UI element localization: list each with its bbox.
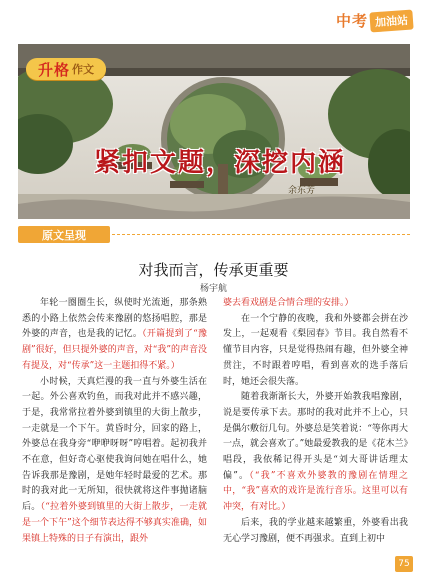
article-paragraph [22, 296, 207, 375]
article-author: 杨宇航 [199, 284, 227, 294]
brand-sub-badge: 加油站 [369, 9, 413, 32]
column-tag-sub: 作文 [72, 63, 95, 76]
article-text: 年轮一圈圈生长，纵使时光流逝，那条熟悉的小路上依然会传来豫剧的悠扬唱腔，那是外婆的声音，也是我的记忆。 [22, 298, 207, 340]
article-paragraph [223, 312, 408, 391]
article-paragraph [22, 375, 207, 548]
article-text: 在一个宁静的夜晚，我和外婆都会拼在沙发上，一起观看《梨园春》节目。我自然看不懂节目内容，只是觉得热闹有趣，但外婆全神贯注，不时跟着哼唱，看到喜欢的选手落后时，她还会很失落。 [223, 313, 408, 387]
article-text: 随着我渐渐长大，外婆开始教我唱豫剧，说是要传承下去。那时的我对此并不上心，只是偶尔敷衍几句。外婆总是笑着说：“等你再大一点，就会喜欢了。”她最爱教我的是《花木兰》唱段，我依稀记得开头是“刘大哥讲话理太偏”。 [223, 392, 408, 481]
article-title: 对我而言，传承更重要 [138, 261, 289, 279]
editor-comment: （“拉着外婆到镇里的大街上散步，一走就是一个下午”这个细节表达得不够真实准确，如果镇上特殊的日子有演出，跟外 [22, 502, 207, 544]
article-column-left [22, 296, 207, 547]
column-tag [26, 58, 106, 80]
column-tag-main: 升格 [38, 60, 71, 79]
article-paragraph [223, 296, 408, 312]
banner-title: 紧扣文题，深挖内涵 [94, 148, 347, 178]
article-column-right [223, 296, 408, 547]
section-label-text: 原文呈现 [42, 228, 86, 242]
article-paragraph [223, 516, 408, 547]
editor-comment: （开篇提到了“豫剧”很好，但只提外婆的声音，对“我”的声音没有提及，对“传承”这一主题扣得不紧。） [22, 329, 207, 371]
article-text: 后来，我的学业越来越繁重，外婆看出我无心学习豫剧，便不再强求。直到上初中 [223, 517, 408, 544]
brand-main-text: 中考 [335, 12, 368, 30]
article-text: 小时候，天真烂漫的我一直与外婆生活在一起。外公喜欢钓鱼，而我对此并不感兴趣，于是，我常常拉着外婆到镇里的大街上散步，一走就是一个下午。黄昏时分，回家的路上，外婆总在我身旁“咿咿呀呀”哼唱着。起初我并不在意，但好奇心驱使我询问她在唱什么，她告诉我那是豫剧，是她年轻时最爱的艺术。那时的我对此一无所知，很快就将这件事抛诸脑后。 [22, 376, 207, 513]
editor-comment: （“我”不喜欢外婆教的豫剧在情理之中，“我”喜欢的戏许是流行音乐。这里可以有冲突，有对比。） [223, 470, 408, 513]
page-number: 75 [395, 556, 413, 572]
magazine-brand [336, 10, 413, 31]
editor-comment: 婆去看戏剧是合情合理的安排。） [223, 298, 354, 308]
banner-author: 余东芳 [288, 186, 316, 196]
section-divider [112, 234, 410, 235]
page-header [0, 0, 427, 44]
article-paragraph [223, 390, 408, 516]
section-label [18, 226, 110, 243]
